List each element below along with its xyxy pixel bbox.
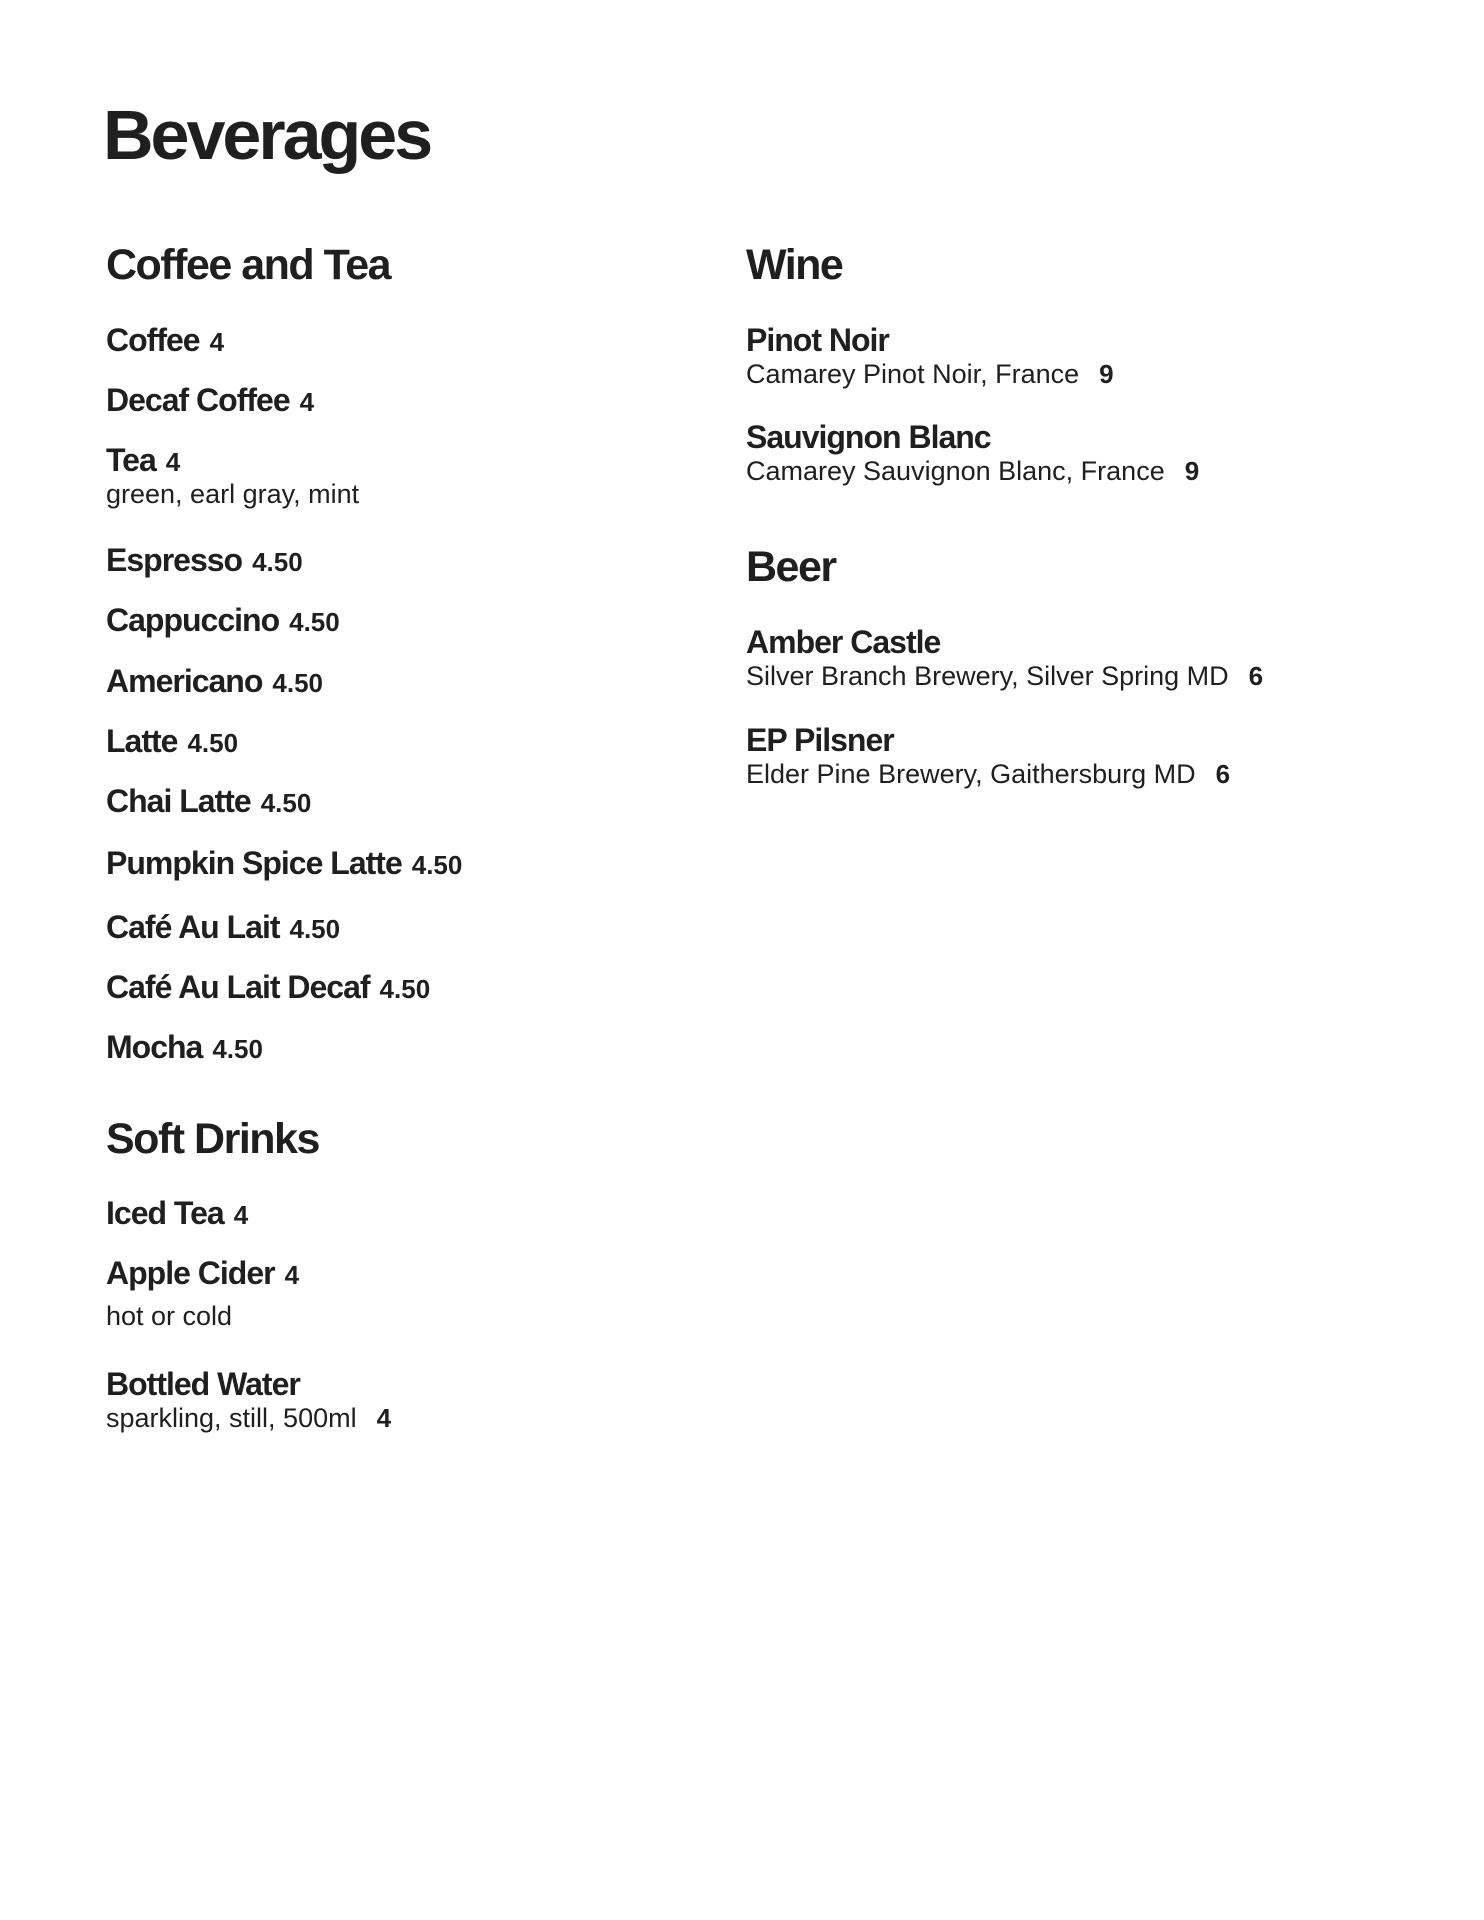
item-description-row (106, 1405, 391, 1432)
item-name: Amber Castle (746, 624, 941, 660)
item-price: 4 (284, 1260, 300, 1290)
item-name: Chai Latte (106, 783, 251, 819)
menu-item-espresso (106, 544, 303, 576)
item-name: Latte (106, 723, 178, 759)
item-price: 9 (1099, 359, 1114, 389)
item-price: 6 (1248, 661, 1264, 691)
item-price: 9 (1184, 456, 1200, 486)
item-price: 4.50 (187, 728, 239, 758)
item-name: Café Au Lait (106, 909, 280, 945)
item-name: Pinot Noir (746, 322, 889, 358)
menu-item-pumpkin-spice-latte (106, 847, 462, 879)
menu-item-chai-latte (106, 785, 311, 817)
menu-item-sauvignon-blanc (746, 421, 1199, 485)
section-title-coffee-tea: Coffee and Tea (106, 241, 391, 289)
item-price: 4.50 (289, 914, 341, 944)
item-description-row (746, 663, 1263, 690)
menu-item-coffee (106, 324, 224, 356)
menu-item-amber-castle (746, 626, 1263, 690)
menu-item-ep-pilsner (746, 724, 1230, 788)
item-description: green, earl gray, mint (106, 479, 360, 509)
item-description-row (746, 761, 1230, 788)
item-name: Coffee (106, 322, 200, 358)
section-wine (746, 241, 1200, 486)
item-price: 4.50 (411, 850, 463, 880)
menu-item-pinot-noir (746, 324, 1114, 388)
menu-item-mocha (106, 1031, 263, 1063)
item-price: 4.50 (379, 974, 431, 1004)
item-name: Espresso (106, 542, 243, 578)
menu-item-bottled-water (106, 1368, 391, 1432)
section-coffee-tea (106, 241, 463, 1065)
item-name: Café Au Lait Decaf (106, 969, 370, 1005)
item-price: 4 (233, 1200, 249, 1230)
section-beer (746, 543, 1264, 789)
item-price: 4 (165, 447, 181, 477)
item-description: hot or cold (106, 1301, 233, 1331)
item-description: Camarey Sauvignon Blanc, France (746, 456, 1165, 486)
item-description: Camarey Pinot Noir, France (746, 359, 1080, 389)
item-name: Bottled Water (106, 1366, 300, 1402)
item-name: Sauvignon Blanc (746, 419, 991, 455)
menu-item-cappuccino (106, 604, 340, 636)
item-name: Decaf Coffee (106, 382, 290, 418)
item-description: Silver Branch Brewery, Silver Spring MD (746, 661, 1229, 691)
item-name: Iced Tea (106, 1195, 224, 1231)
menu-item-iced-tea (106, 1197, 248, 1229)
item-description-row (746, 361, 1114, 388)
section-title-wine: Wine (746, 241, 843, 289)
item-price: 4.50 (212, 1034, 263, 1064)
page-title: Beverages (103, 96, 431, 174)
section-soft-drinks (106, 1115, 392, 1433)
menu-item-apple-cider (106, 1257, 299, 1330)
item-price: 4.50 (252, 547, 303, 577)
item-name: Pumpkin Spice Latte (106, 845, 402, 881)
item-name: EP Pilsner (746, 722, 894, 758)
item-name: Americano (106, 663, 263, 699)
menu-item-americano (106, 665, 323, 697)
item-price: 4.50 (272, 668, 323, 698)
item-name: Mocha (106, 1029, 203, 1065)
item-name: Cappuccino (106, 602, 280, 638)
menu-item-latte (106, 725, 238, 757)
item-price: 4 (209, 327, 225, 357)
item-name: Apple Cider (106, 1255, 275, 1291)
menu-item-tea (106, 444, 359, 508)
item-price: 4.50 (260, 788, 312, 818)
item-price: 4 (376, 1403, 392, 1433)
item-price: 6 (1215, 759, 1231, 789)
item-description-row (746, 458, 1199, 485)
menu-item-decaf-coffee (106, 384, 314, 416)
item-description: Elder Pine Brewery, Gaithersburg MD (746, 759, 1196, 789)
item-description: sparkling, still, 500ml (106, 1403, 357, 1433)
item-name: Tea (106, 442, 156, 478)
section-title-soft-drinks: Soft Drinks (106, 1115, 319, 1163)
menu-item-cafe-au-lait (106, 911, 340, 943)
item-price: 4.50 (289, 607, 340, 637)
section-title-beer: Beer (746, 543, 836, 591)
menu-item-cafe-au-lait-decaf (106, 971, 430, 1003)
item-price: 4 (299, 387, 315, 417)
